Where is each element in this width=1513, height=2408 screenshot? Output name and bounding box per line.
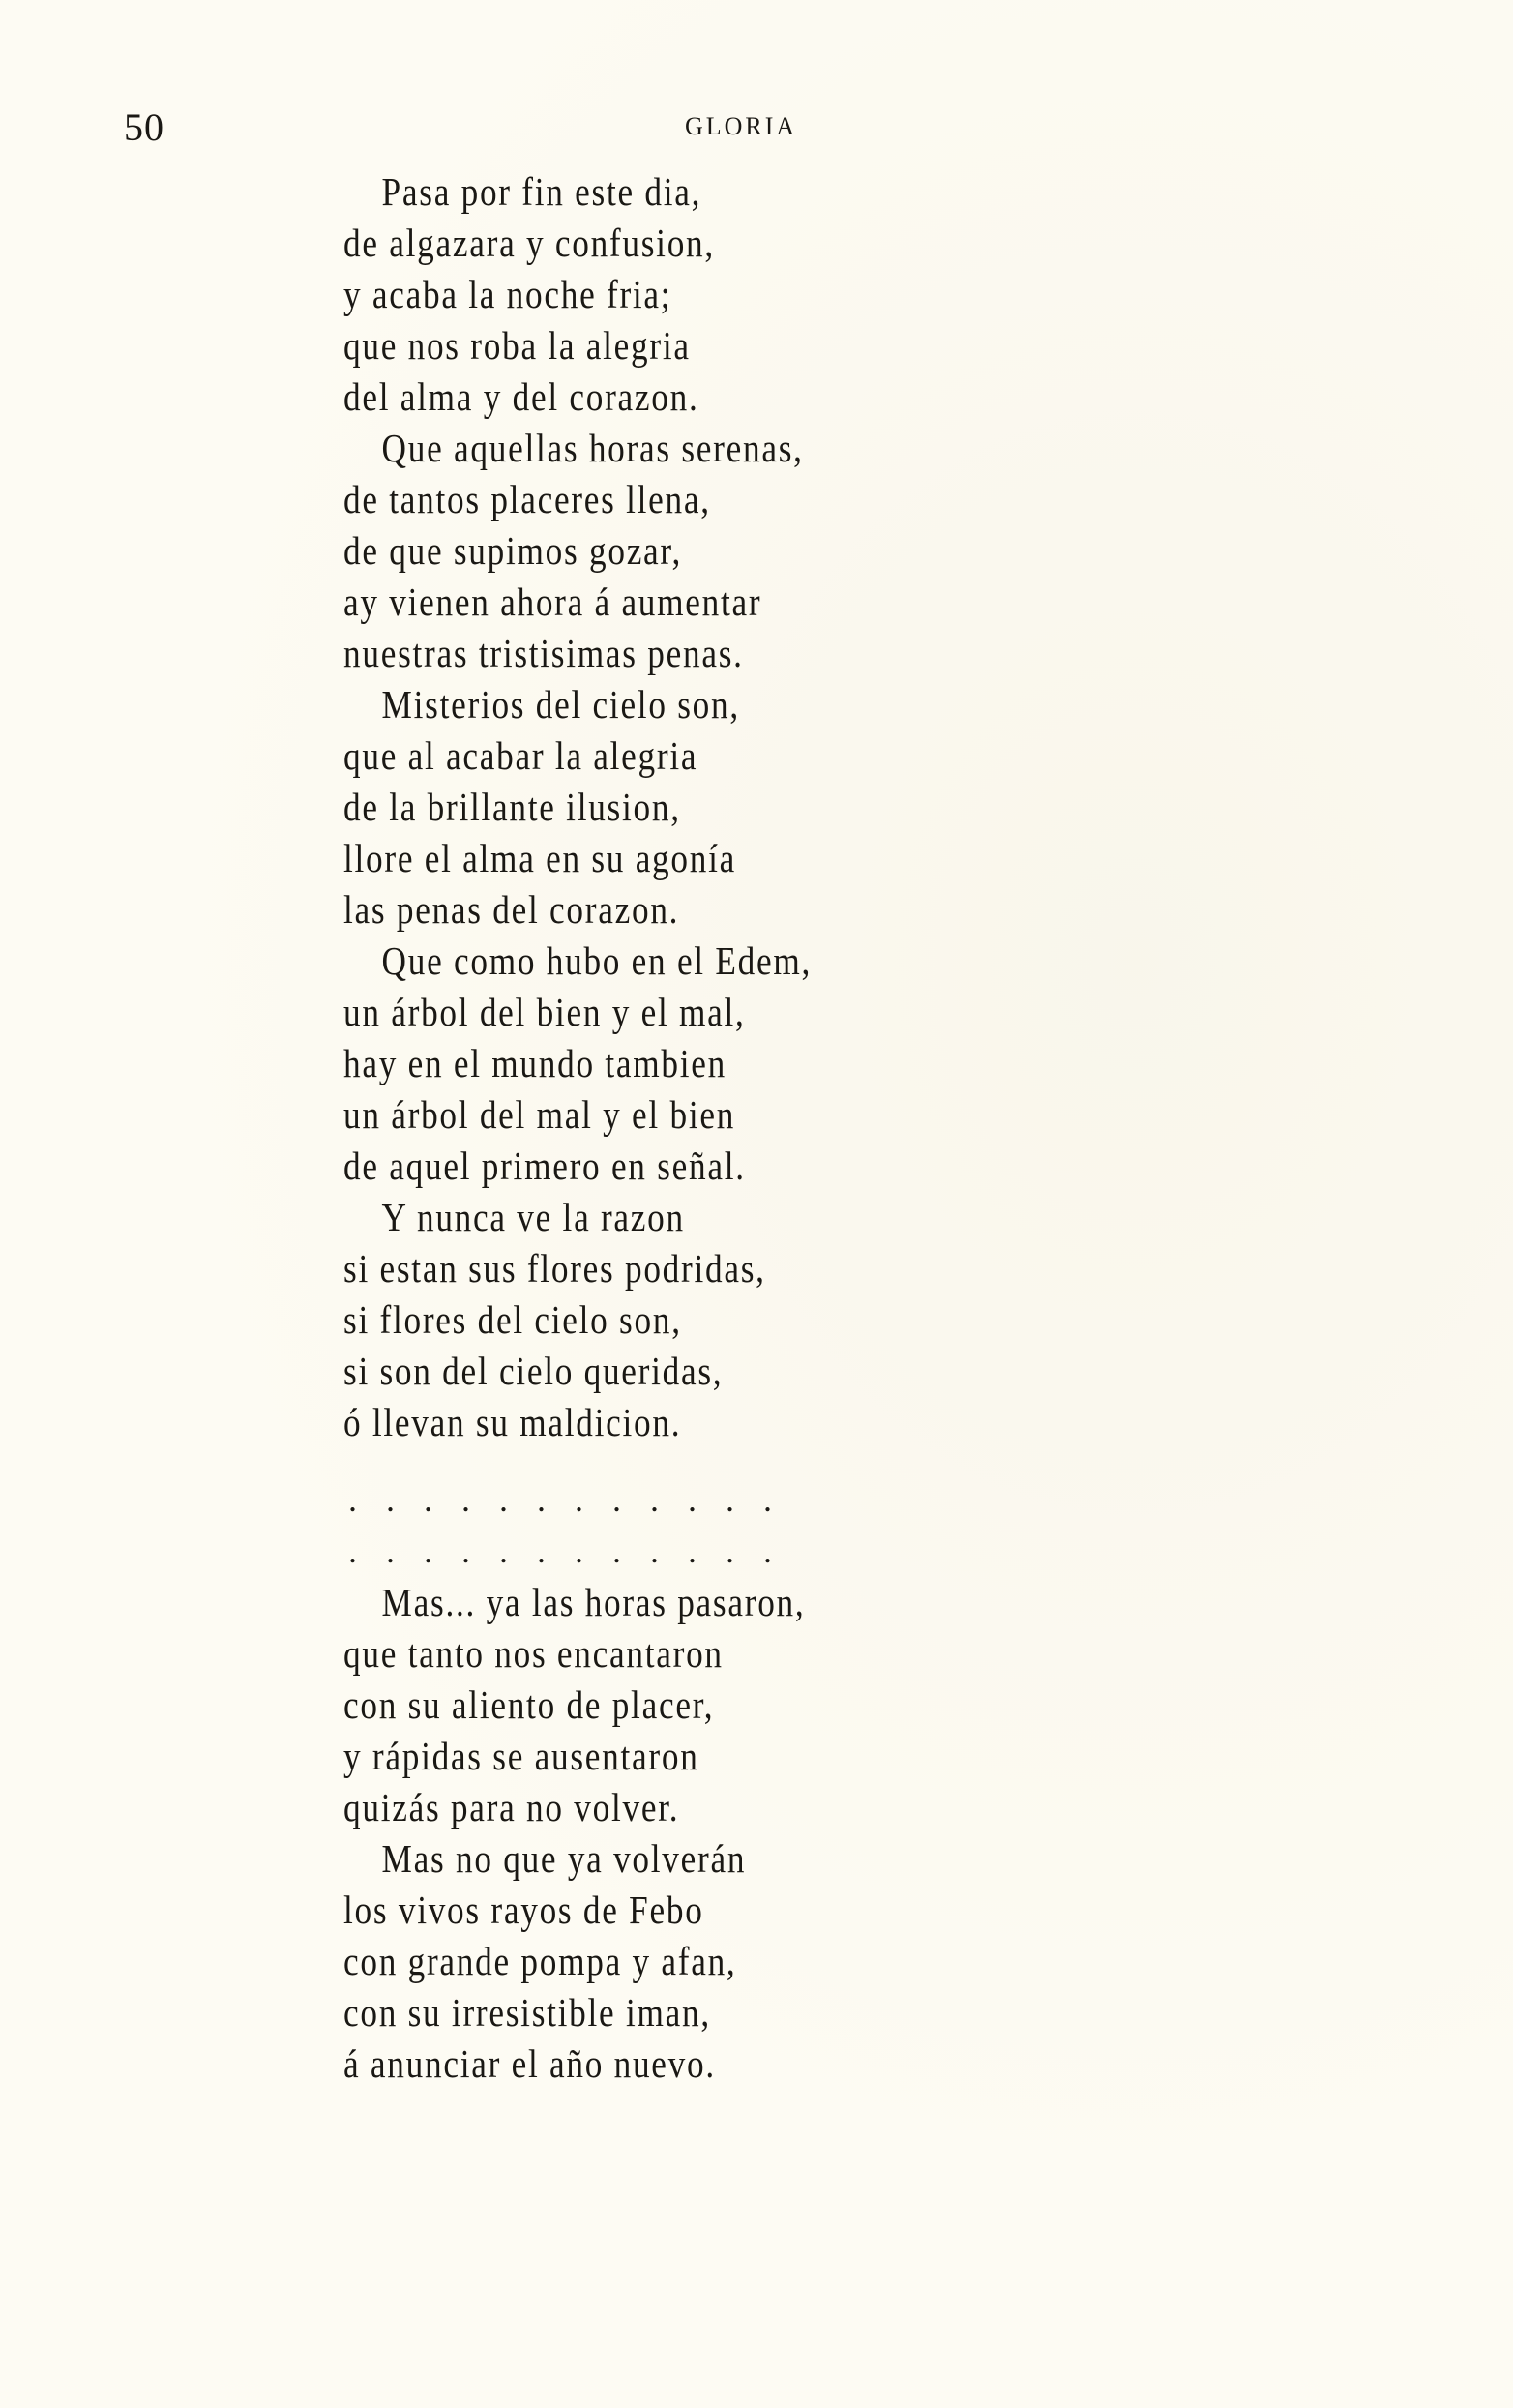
stanza-3: [343, 679, 1311, 936]
verse-line: si flores del cielo son,: [343, 1297, 682, 1342]
verse-line: si son del cielo queridas,: [343, 1349, 724, 1393]
ellipsis-row: ............: [348, 1480, 801, 1519]
verse-line: de que supimos gozar,: [343, 528, 683, 573]
page-number: 50: [124, 105, 164, 149]
verse-line: con su aliento de placer,: [343, 1682, 715, 1727]
stanza-5: [343, 1192, 1311, 1448]
verse-line: de la brillante ilusion,: [343, 785, 681, 829]
verse-line: de tantos placeres llena,: [343, 477, 711, 521]
stanza-2: [343, 423, 1311, 679]
verse-line: de aquel primero en señal.: [343, 1144, 746, 1188]
running-title: GLORIA: [685, 112, 798, 140]
verse-line: un árbol del mal y el bien: [343, 1092, 736, 1137]
verse-line: y rápidas se ausentaron: [343, 1734, 699, 1778]
verse-line: un árbol del bien y el mal,: [343, 990, 746, 1034]
verse-line: Mas... ya las horas pasaron,: [381, 1580, 806, 1624]
poem-body: [343, 166, 1311, 2090]
ellipsis-row: ............: [348, 1531, 801, 1570]
verse-line: Que aquellas horas serenas,: [381, 426, 804, 470]
verse-line: que nos roba la alegria: [343, 323, 691, 368]
verse-line: que al acabar la alegria: [343, 733, 698, 778]
stanza-4: [343, 936, 1311, 1192]
verse-line: del alma y del corazon.: [343, 374, 699, 419]
verse-line: y acaba la noche fria;: [343, 272, 672, 316]
verse-line: Y nunca ve la razon: [381, 1195, 685, 1239]
verse-line: las penas del corazon.: [343, 887, 680, 932]
verse-line: Misterios del cielo son,: [381, 682, 740, 727]
verse-line: Pasa por fin este dia,: [381, 169, 702, 214]
verse-line: con grande pompa y afan,: [343, 1939, 737, 1983]
verse-line: ay vienen ahora á aumentar: [343, 580, 762, 624]
verse-line: con su irresistible iman,: [343, 1990, 711, 2035]
stanza-7: [343, 1833, 1311, 2090]
verse-line: si estan sus flores podridas,: [343, 1246, 766, 1291]
verse-line: los vivos rayos de Febo: [343, 1888, 704, 1932]
verse-line: que tanto nos encantaron: [343, 1631, 724, 1676]
verse-line: de algazara y confusion,: [343, 221, 715, 265]
stanza-6: [343, 1577, 1311, 1833]
stanza-1: [343, 166, 1311, 423]
verse-line: Mas no que ya volverán: [381, 1836, 747, 1881]
verse-line: llore el alma en su agonía: [343, 836, 737, 880]
verse-line: Que como hubo en el Edem,: [381, 938, 813, 983]
verse-line: quizás para no volver.: [343, 1785, 680, 1829]
verse-line: á anunciar el año nuevo.: [343, 2041, 716, 2086]
verse-line: ó llevan su maldicion.: [343, 1400, 682, 1444]
verse-line: nuestras tristisimas penas.: [343, 631, 744, 675]
verse-line: hay en el mundo tambien: [343, 1041, 727, 1085]
spacer: [343, 1448, 1311, 1474]
